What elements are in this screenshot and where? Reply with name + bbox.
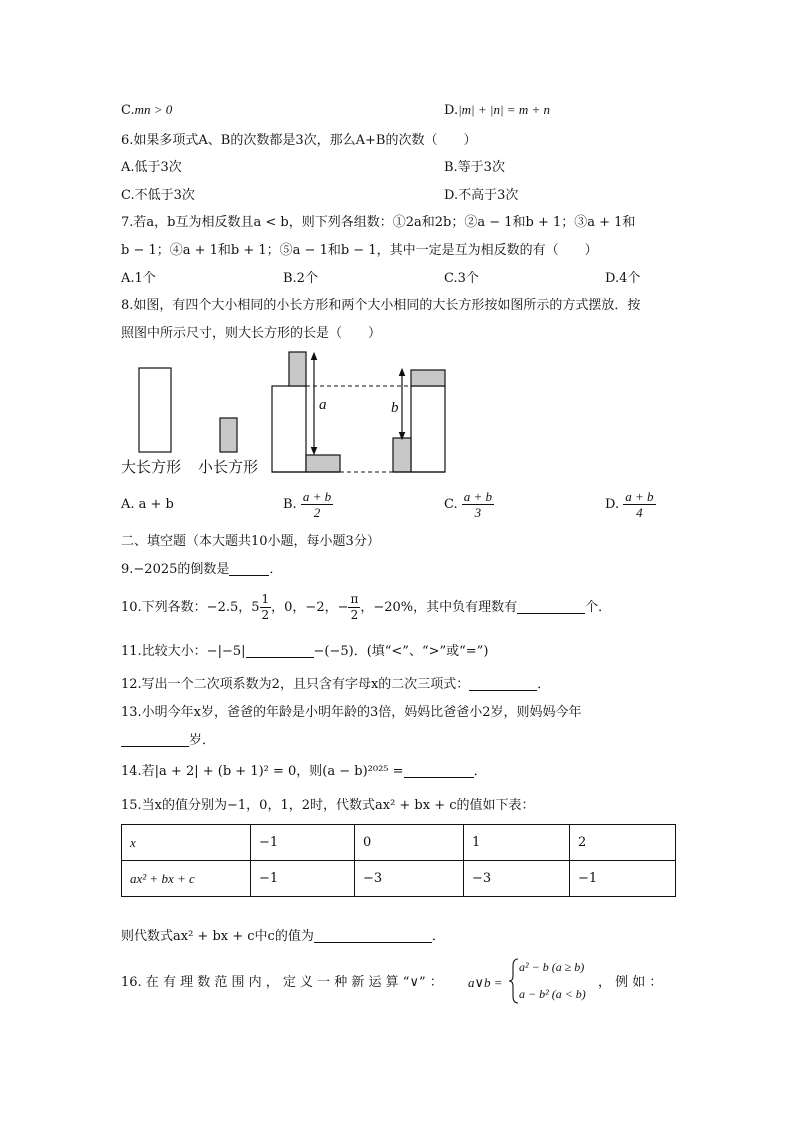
big-rectangle-sample bbox=[139, 368, 171, 452]
q10-answer-blank[interactable] bbox=[517, 599, 585, 614]
q15-after: 则代数式ax² + bx + c中c的值为 ． bbox=[121, 929, 445, 944]
fig-label-b: b bbox=[391, 400, 399, 416]
q11-text: 11.比较大小：−|−5| bbox=[121, 644, 246, 659]
q8-stem-line1: 8.如图，有四个大小相同的小长方形和两个大小相同的大长方形按如图所示的方式摆放．按 bbox=[121, 298, 641, 313]
q15-value-table bbox=[121, 824, 676, 897]
table-cell: 2 bbox=[570, 825, 676, 861]
q7-option-c: C.3个 bbox=[444, 271, 479, 286]
table-cell: −1 bbox=[251, 861, 355, 897]
q8-option-d-fraction: $\frac{a + b}{4}$ bbox=[625, 489, 654, 520]
q13-line2: 岁． bbox=[121, 732, 215, 750]
q14-text: 14.若|a + 2| + (b + 1)² = 0，则(a − b)²⁰²⁵ = bbox=[121, 764, 404, 779]
q9-text: 9.−2025的倒数是 bbox=[121, 562, 230, 577]
q5-option-d-label: D. bbox=[444, 103, 459, 118]
table-cell: 0 bbox=[355, 825, 464, 861]
q9-answer-blank[interactable] bbox=[229, 561, 269, 576]
q12-answer-blank[interactable] bbox=[469, 676, 537, 691]
q6-option-a: A.低于3次 bbox=[121, 160, 182, 175]
composite-left-top-small-rect bbox=[289, 352, 306, 386]
q8-option-d-label: D. bbox=[605, 497, 620, 512]
q8-option-c-label: C. bbox=[444, 497, 458, 512]
q16-brace bbox=[509, 958, 519, 1004]
q15-answer-blank[interactable] bbox=[314, 928, 432, 943]
q8-option-a: A. a + b bbox=[121, 497, 174, 512]
table-cell: x bbox=[122, 825, 251, 861]
q8-option-b-fraction: $\frac{a + b}{2}$ bbox=[302, 489, 332, 520]
q7-option-a: A.1个 bbox=[121, 271, 156, 286]
q11-answer-blank[interactable] bbox=[246, 643, 314, 658]
q7-stem-line2: b − 1；④a + 1和b + 1；⑤a − 1和b − 1，其中一定是互为相反数的有（ ） bbox=[121, 243, 598, 258]
q14: 14.若|a + 2| + (b + 1)² = 0，则(a − b)²⁰²⁵ = ． bbox=[121, 764, 487, 779]
q10-text: 10.下列各数：−2.5，5 bbox=[121, 600, 260, 615]
q16-post: ， 例 如 ： bbox=[598, 975, 663, 990]
q8-figure bbox=[0, 0, 794, 500]
q5-option-c-label: C. bbox=[121, 103, 135, 118]
q14-answer-blank[interactable] bbox=[404, 763, 474, 778]
q6-option-c: C.不低于3次 bbox=[121, 188, 195, 203]
composite-right-top-small-rect bbox=[411, 370, 445, 386]
q9: 9.−2025的倒数是 ． bbox=[121, 562, 283, 577]
composite-right-big-rect bbox=[411, 386, 445, 472]
q10-mixed-fraction: $\frac{1}{2}$ bbox=[261, 592, 270, 622]
q15-after-text: 则代数式ax² + bx + c中c的值为 bbox=[121, 929, 314, 944]
table-row bbox=[122, 825, 676, 861]
q8-option-b-label: B. bbox=[283, 497, 297, 512]
table-cell: ax² + bx + c bbox=[122, 861, 251, 897]
fig-label-a: a bbox=[319, 397, 327, 413]
q8-option-c bbox=[444, 486, 494, 524]
small-rectangle-sample bbox=[220, 418, 237, 452]
fig-label-small-rect: 小长方形 bbox=[198, 458, 259, 476]
q6-option-d: D.不高于3次 bbox=[444, 188, 519, 203]
q10-pi-fraction: $\frac{\pi}{2}$ bbox=[350, 592, 359, 622]
q6-option-b: B.等于3次 bbox=[444, 160, 505, 175]
q7-option-b: B.2个 bbox=[283, 271, 318, 286]
composite-left-big-rect bbox=[272, 386, 306, 472]
q15-stem: 15.当x的值分别为−1，0，1，2时，代数式ax² + bx + c的值如下表： bbox=[121, 798, 535, 813]
table-row bbox=[122, 861, 676, 897]
q6-stem: 6.如果多项式A、B的次数都是3次，那么A+B的次数（ ） bbox=[121, 133, 477, 148]
q8-option-b bbox=[283, 486, 333, 524]
q12-text: 12.写出一个二次项系数为2，且只含有字母x的二次三项式： bbox=[121, 677, 470, 692]
q5-option-c-expr: mn > 0 bbox=[134, 102, 173, 117]
table-cell: −3 bbox=[355, 861, 464, 897]
fig-label-big-rect: 大长方形 bbox=[121, 458, 182, 476]
section-title: 二、填空题（本大题共10小题，每小题3分） bbox=[121, 534, 380, 549]
q5-option-d-expr: |m| + |n| = m + n bbox=[458, 102, 550, 117]
q7-option-d: D.4个 bbox=[605, 271, 641, 286]
q10: 10.下列各数：−2.5，5 $\frac{1}{2}$ ，0，−2，− $\frac{\pi}{2}$ ，−20%，其中负有理数有 个． bbox=[121, 592, 612, 622]
q11: 11.比较大小：−|−5| −(−5)．(填“<”、“>”或“=”) bbox=[121, 644, 489, 659]
q16-case2: a − b² (a < b) bbox=[519, 987, 586, 1001]
q12: 12.写出一个二次项系数为2，且只含有字母x的二次三项式： ． bbox=[121, 677, 551, 692]
q8-option-d bbox=[605, 486, 656, 524]
q13-answer-blank[interactable] bbox=[121, 732, 189, 747]
composite-right-bottom-small-rect bbox=[393, 438, 411, 472]
table-cell: −3 bbox=[464, 861, 570, 897]
table-cell: −1 bbox=[570, 861, 676, 897]
q7-stem-line1: 7.若a，b互为相反数且a < b，则下列各组数：①2a和2b；②a − 1和b + 1；③a + 1和 bbox=[121, 215, 636, 230]
q13-line1: 13.小明今年x岁，爸爸的年龄是小明年龄的3倍，妈妈比爸爸小2岁，则妈妈今年 bbox=[121, 705, 582, 720]
q16-stem: 16. 在 有 理 数 范 围 内 ， 定 义 一 种 新 运 算 “∨” ： bbox=[121, 975, 443, 990]
composite-left-bottom-small-rect bbox=[306, 455, 340, 472]
q8-stem-line2: 照图中所示尺寸，则大长方形的长是（ ） bbox=[121, 326, 382, 341]
table-cell: −1 bbox=[251, 825, 355, 861]
q16-case1: a² − b (a ≥ b) bbox=[519, 960, 585, 974]
q8-option-c-fraction: $\frac{a + b}{3}$ bbox=[463, 489, 493, 520]
table-cell: 1 bbox=[464, 825, 570, 861]
q16-lhs: a∨b = bbox=[468, 975, 503, 990]
